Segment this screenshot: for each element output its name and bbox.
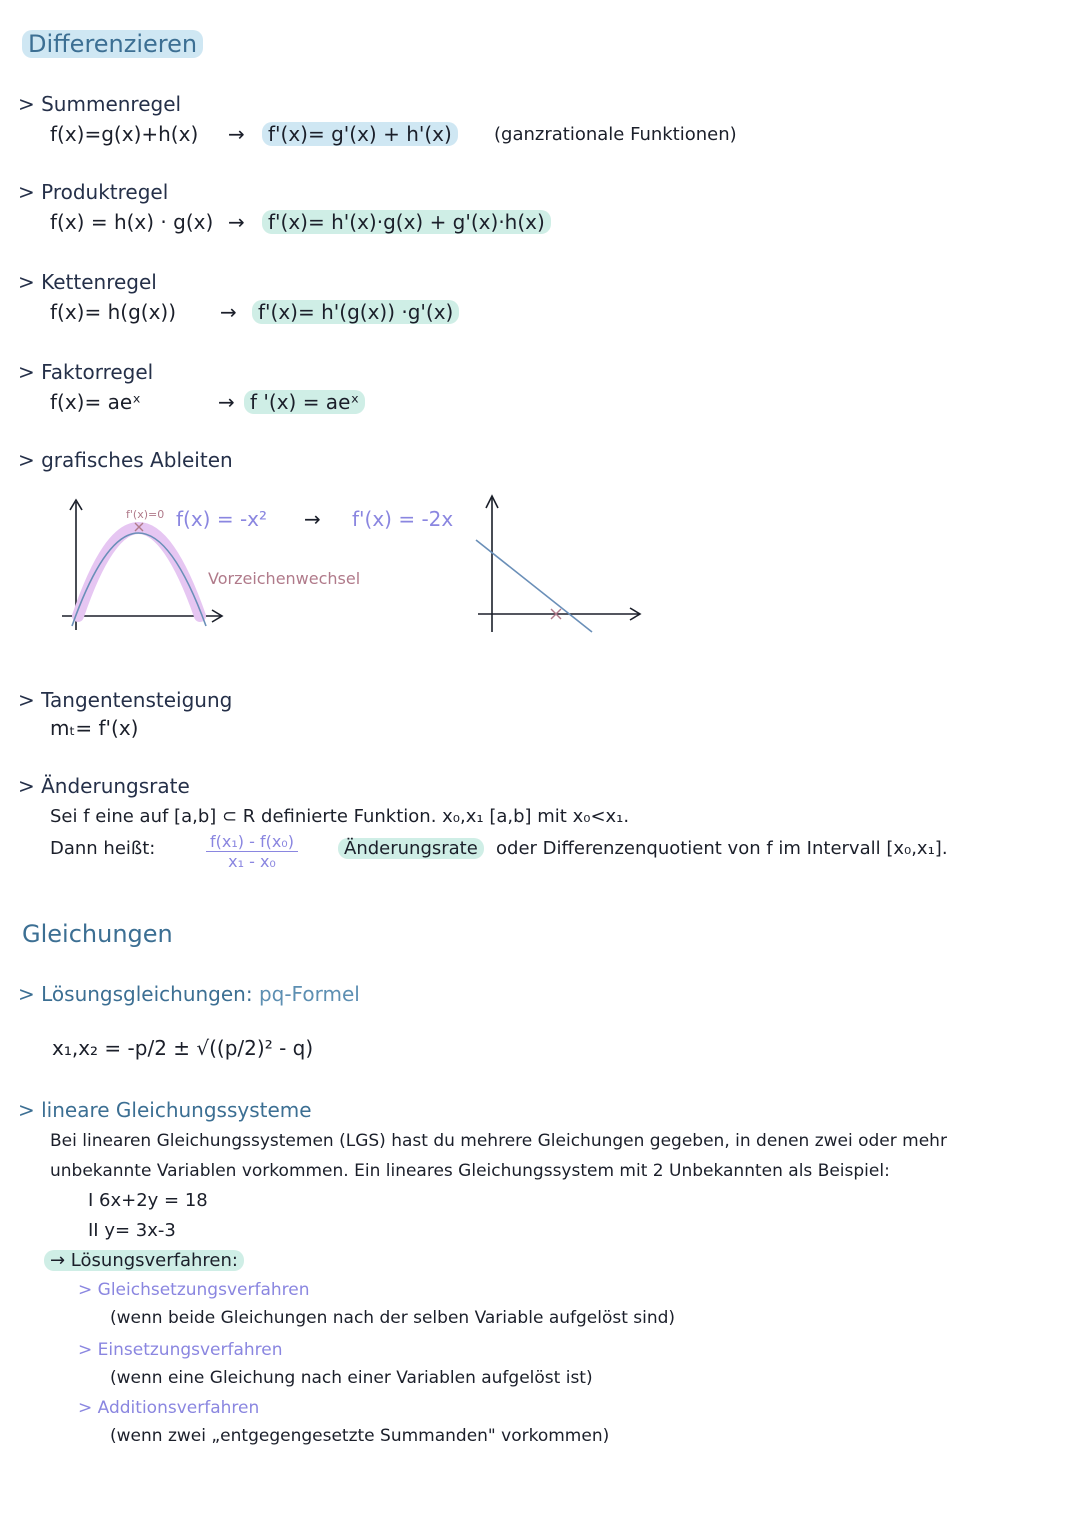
section-title-differenzieren: Differenzieren [22, 30, 203, 58]
sign-change-label: Vorzeichenwechsel [208, 569, 361, 588]
verfahren-einsetzung: > Einsetzungsverfahren [78, 1340, 283, 1360]
faktorregel-rhs: f '(x) = aeˣ [244, 390, 365, 414]
aenderungsrate-prefix: Dann heißt: [50, 838, 156, 859]
fraction-denominator: x₁ - x₀ [228, 852, 276, 871]
arrow-icon: → [218, 390, 235, 414]
heading-summenregel: > Summenregel [18, 92, 182, 116]
lgs-description: Bei linearen Gleichungssystemen (LGS) hast du mehrere Gleichungen gegeben, in denen zwei oder mehr unbekannte Variablen vorkommen. Ein lineares Gleichungssystem mit 2 Unbekannten als Beispiel: [50, 1131, 947, 1181]
pq-formula: x₁,x₂ = -p/2 ± √((p/2)² - q) [52, 1036, 314, 1060]
arrow-icon: → [304, 507, 321, 531]
difference-quotient [206, 832, 298, 871]
derivative-label: f'(x) = -2x [352, 507, 454, 531]
derivative-line [476, 540, 592, 632]
apex-label: f'(x)=0 [126, 508, 165, 521]
fraction-numerator: f(x₁) - f(x₀) [206, 832, 298, 852]
tangente-formula: mₜ= f'(x) [50, 716, 139, 740]
arrow-icon: → [228, 122, 245, 146]
function-label: f(x) = -x² [176, 507, 268, 531]
arrow-icon: → [228, 210, 245, 234]
equation-2: II y= 3x-3 [88, 1220, 176, 1241]
graph-derivative-sketch [0, 480, 700, 640]
pq-formel-label: pq-Formel [258, 982, 360, 1006]
heading-kettenregel: > Kettenregel [18, 270, 157, 294]
heading-produktregel: > Produktregel [18, 180, 169, 204]
verfahren-addition: > Additionsverfahren [78, 1398, 260, 1418]
produktregel-lhs: f(x) = h(x) · g(x) [50, 210, 214, 234]
verfahren-gleichsetzung: > Gleichsetzungsverfahren [78, 1280, 310, 1300]
summenregel-rhs: f'(x)= g'(x) + h'(x) [262, 122, 458, 146]
aenderungsrate-definition: Sei f eine auf [a,b] ⊂ R definierte Funktion. x₀,x₁ [a,b] mit x₀<x₁. [50, 806, 630, 827]
aenderungsrate-term: Änderungsrate [338, 838, 484, 859]
heading-lineare-gleichungssysteme: > lineare Gleichungssysteme [18, 1098, 312, 1122]
faktorregel-lhs: f(x)= aeˣ [50, 390, 142, 414]
heading-aenderungsrate: > Änderungsrate [18, 774, 190, 798]
parabola-curve [72, 533, 206, 626]
verfahren-addition-desc: (wenn zwei „entgegengesetzte Summanden" vorkommen) [110, 1426, 610, 1446]
section-title-gleichungen: Gleichungen [22, 920, 173, 948]
equation-1: I 6x+2y = 18 [88, 1190, 208, 1211]
arrow-icon: → [220, 300, 237, 324]
heading-faktorregel: > Faktorregel [18, 360, 154, 384]
kettenregel-rhs: f'(x)= h'(g(x)) ·g'(x) [252, 300, 459, 324]
loesungsverfahren-label: → Lösungsverfahren: [44, 1250, 244, 1271]
heading-tangentensteigung: > Tangentensteigung [18, 688, 233, 712]
aenderungsrate-suffix: oder Differenzenquotient von f im Intervall [x₀,x₁]. [496, 838, 948, 859]
produktregel-rhs: f'(x)= h'(x)·g(x) + g'(x)·h(x) [262, 210, 551, 234]
verfahren-gleichsetzung-desc: (wenn beide Gleichungen nach der selben Variable aufgelöst sind) [110, 1308, 676, 1328]
summenregel-lhs: f(x)=g(x)+h(x) [50, 122, 199, 146]
summenregel-note: (ganzrationale Funktionen) [494, 124, 737, 145]
heading-loesungsgleichungen: > Lösungsgleichungen: pq-Formel [18, 982, 360, 1006]
verfahren-einsetzung-desc: (wenn eine Gleichung nach einer Variablen aufgelöst ist) [110, 1368, 593, 1388]
kettenregel-lhs: f(x)= h(g(x)) [50, 300, 177, 324]
heading-grafisches-ableiten: > grafisches Ableiten [18, 448, 233, 472]
